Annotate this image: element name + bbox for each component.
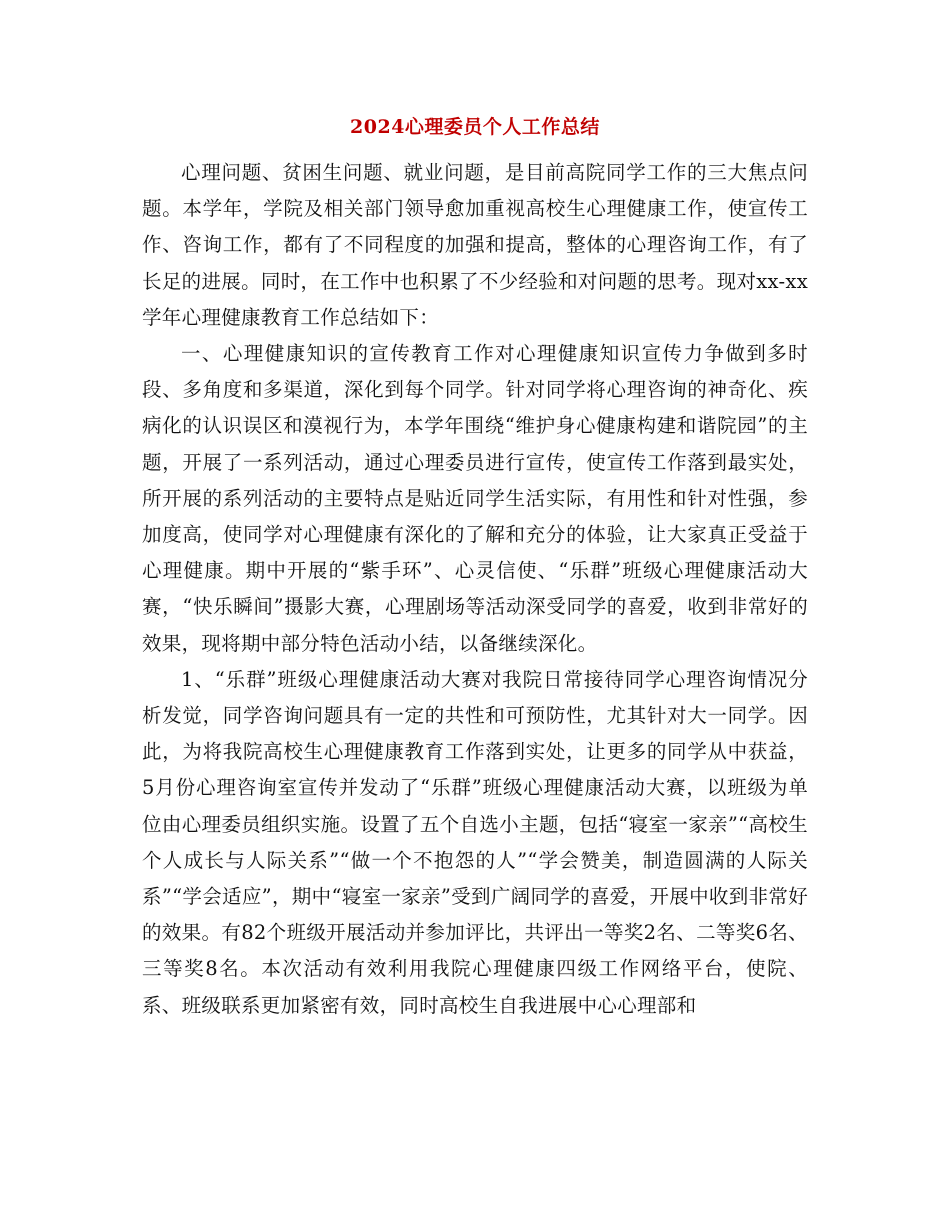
paragraph-section-1: 一、心理健康知识的宣传教育工作对心理健康知识宣传力争做到多时段、多角度和多渠道，深化到每个同学。针对同学将心理咨询的神奇化、疾病化的认识误区和漠视行为，本学年围绕“维护身心健康构建和谐院园”的主题，开展了一系列活动，通过心理委员进行宣传，使宣传工作落到最实处，所开展的系列活动的主要特点是贴近同学生活实际，有用性和针对性强，参加度高，使同学对心理健康有深化的了解和充分的体验，让大家真正受益于心理健康。期中开展的“紫手环”、心灵信使、“乐群”班级心理健康活动大赛，“快乐瞬间”摄影大赛，心理剧场等活动深受同学的喜爱，收到非常好的效果，现将期中部分特色活动小结，以备继续深化。 [142, 342, 808, 655]
paragraph-intro: 心理问题、贫困生问题、就业问题，是目前高院同学工作的三大焦点问题。本学年，学院及相关部门领导愈加重视高校生心理健康工作，使宣传工作、咨询工作，都有了不同程度的加强和提高，整体的心理咨询工作，有了长足的进展。同时，在工作中也积累了不少经验和对问题的思考。现对xx-xx学年心理健康教育工作总结如下： [142, 161, 808, 329]
document-body [142, 155, 808, 1024]
document-title: 2024心理委员个人工作总结 [350, 116, 600, 138]
paragraph-item-1: 1、“乐群”班级心理健康活动大赛对我院日常接待同学心理咨询情况分析发觉，同学咨询问题具有一定的共性和可预防性，尤其针对大一同学。因此，为将我院高校生心理健康教育工作落到实处，让更多的同学从中获益，5月份心理咨询室宣传并发动了“乐群”班级心理健康活动大赛，以班级为单位由心理委员组织实施。设置了五个自选小主题，包括“寝室一家亲”“高校生个人成长与人际关系”“做一个不抱怨的人”“学会赞美，制造圆满的人际关系”“学会适应”，期中“寝室一家亲”受到广阔同学的喜爱，开展中收到非常好的效果。有82个班级开展活动并参加评比，共评出一等奖2名、二等奖6名、三等奖8名。本次活动有效利用我院心理健康四级工作网络平台，使院、系、班级联系更加紧密有效，同时高校生自我进展中心心理部和 [142, 667, 808, 1017]
